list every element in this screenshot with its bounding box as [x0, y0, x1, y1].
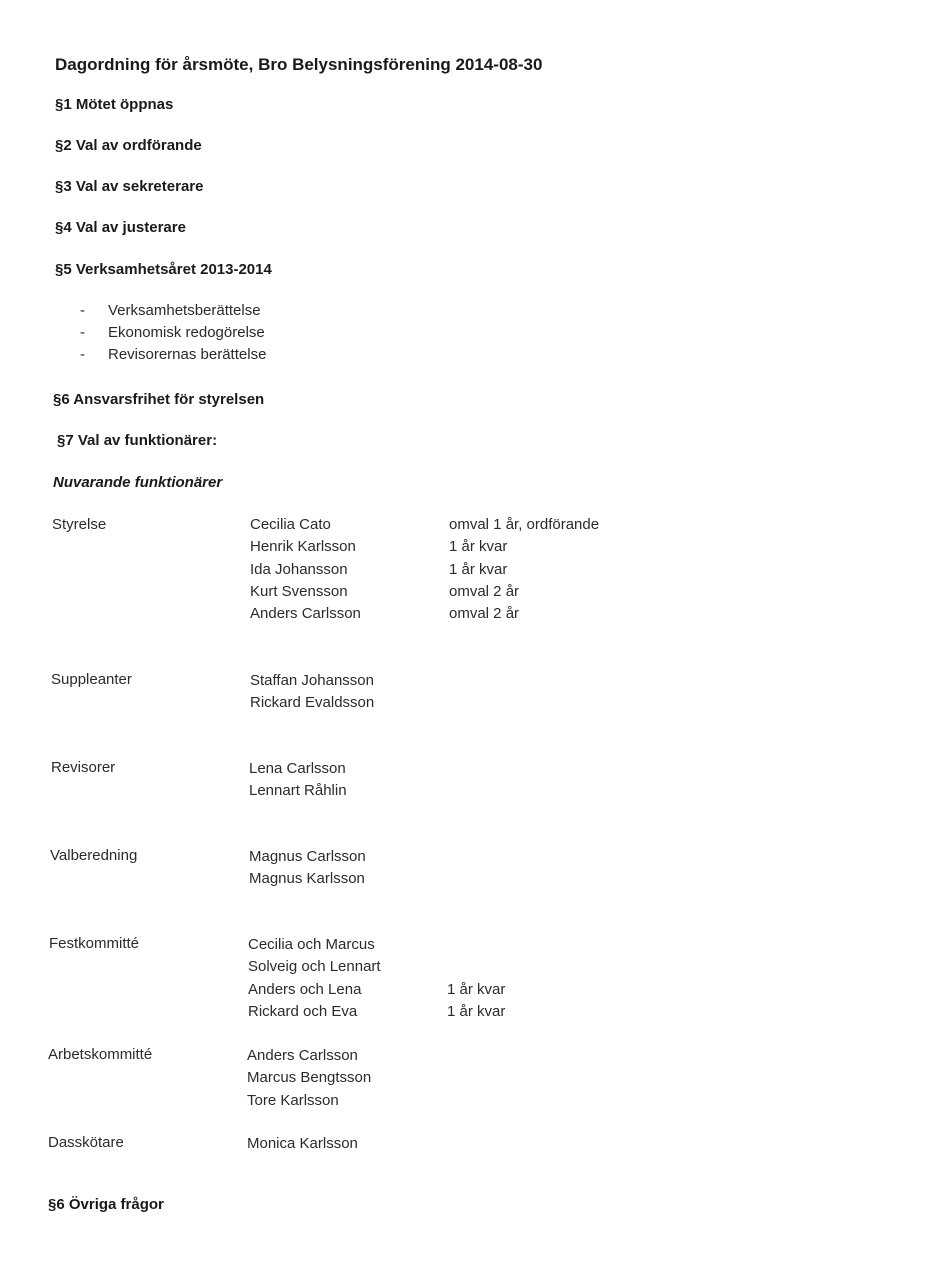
section-8: §6 Övriga frågor — [48, 1196, 164, 1213]
term-note: 1 år kvar — [447, 980, 506, 998]
member-name: Cecilia Cato — [250, 516, 331, 533]
term-note: omval 2 år — [449, 605, 520, 623]
bullet-text: Ekonomisk redogörelse — [108, 324, 265, 341]
role-label: Valberedning — [50, 847, 138, 864]
role-label: Styrelse — [52, 516, 107, 533]
role-label: Dasskötare — [48, 1134, 124, 1151]
member-list — [250, 514, 361, 625]
term-notes — [449, 514, 599, 625]
section-3: §3 Val av sekreterare — [55, 178, 204, 195]
member-name: Anders och Lena — [248, 980, 362, 998]
term-note: 1 år kvar — [449, 538, 508, 556]
document-title: Dagordning för årsmöte, Bro Belysningsförening 2014-08-30 — [55, 55, 543, 74]
bullet-dash: - — [80, 302, 85, 319]
member-list — [249, 758, 347, 803]
member-name: Lena Carlsson — [249, 760, 346, 777]
section-1: §1 Mötet öppnas — [55, 96, 174, 113]
term-note — [447, 934, 505, 956]
member-name: Cecilia och Marcus — [248, 936, 375, 953]
member-name: Anders Carlsson — [250, 605, 361, 623]
term-note: omval 1 år, ordförande — [449, 516, 600, 533]
member-name: Magnus Karlsson — [249, 870, 365, 888]
bullet-dash: - — [80, 324, 85, 341]
member-name: Anders Carlsson — [247, 1047, 358, 1064]
section-4: §4 Val av justerare — [55, 219, 186, 236]
section-2: §2 Val av ordförande — [55, 137, 202, 154]
member-name: Marcus Bengtsson — [247, 1069, 372, 1087]
term-notes — [447, 934, 505, 1023]
member-name: Solveig och Lennart — [248, 958, 381, 976]
current-officers-heading: Nuvarande funktionärer — [53, 474, 223, 491]
bullet-text: Verksamhetsberättelse — [108, 302, 261, 319]
term-note: omval 2 år — [449, 582, 520, 600]
role-label: Festkommitté — [49, 935, 140, 952]
member-name: Rickard Evaldsson — [250, 694, 375, 712]
bullet-item — [80, 302, 261, 319]
section-5: §5 Verksamhetsåret 2013-2014 — [55, 261, 272, 278]
term-note: 1 år kvar — [447, 1002, 506, 1020]
member-name: Monica Karlsson — [247, 1135, 358, 1152]
role-label: Arbetskommitté — [48, 1046, 153, 1063]
member-list — [250, 670, 374, 715]
section-7: §7 Val av funktionärer: — [57, 432, 218, 449]
member-name: Kurt Svensson — [250, 582, 348, 600]
term-note — [447, 956, 505, 978]
role-label: Revisorer — [51, 759, 116, 776]
bullet-dash: - — [80, 346, 85, 363]
member-list — [248, 934, 381, 1023]
member-list — [247, 1133, 358, 1155]
member-name: Staffan Johansson — [250, 672, 374, 689]
bullet-item — [80, 346, 266, 363]
role-label: Suppleanter — [51, 671, 132, 688]
member-name: Lennart Råhlin — [249, 782, 347, 800]
member-name: Magnus Carlsson — [249, 848, 366, 865]
member-name: Rickard och Eva — [248, 1002, 358, 1020]
member-list — [247, 1045, 371, 1112]
member-name: Tore Karlsson — [247, 1091, 339, 1109]
section-6: §6 Ansvarsfrihet för styrelsen — [53, 391, 265, 408]
bullet-text: Revisorernas berättelse — [108, 346, 267, 363]
bullet-item — [80, 324, 265, 341]
member-list — [249, 846, 366, 891]
member-name: Ida Johansson — [250, 560, 348, 578]
term-note: 1 år kvar — [449, 560, 508, 578]
member-name: Henrik Karlsson — [250, 538, 356, 556]
